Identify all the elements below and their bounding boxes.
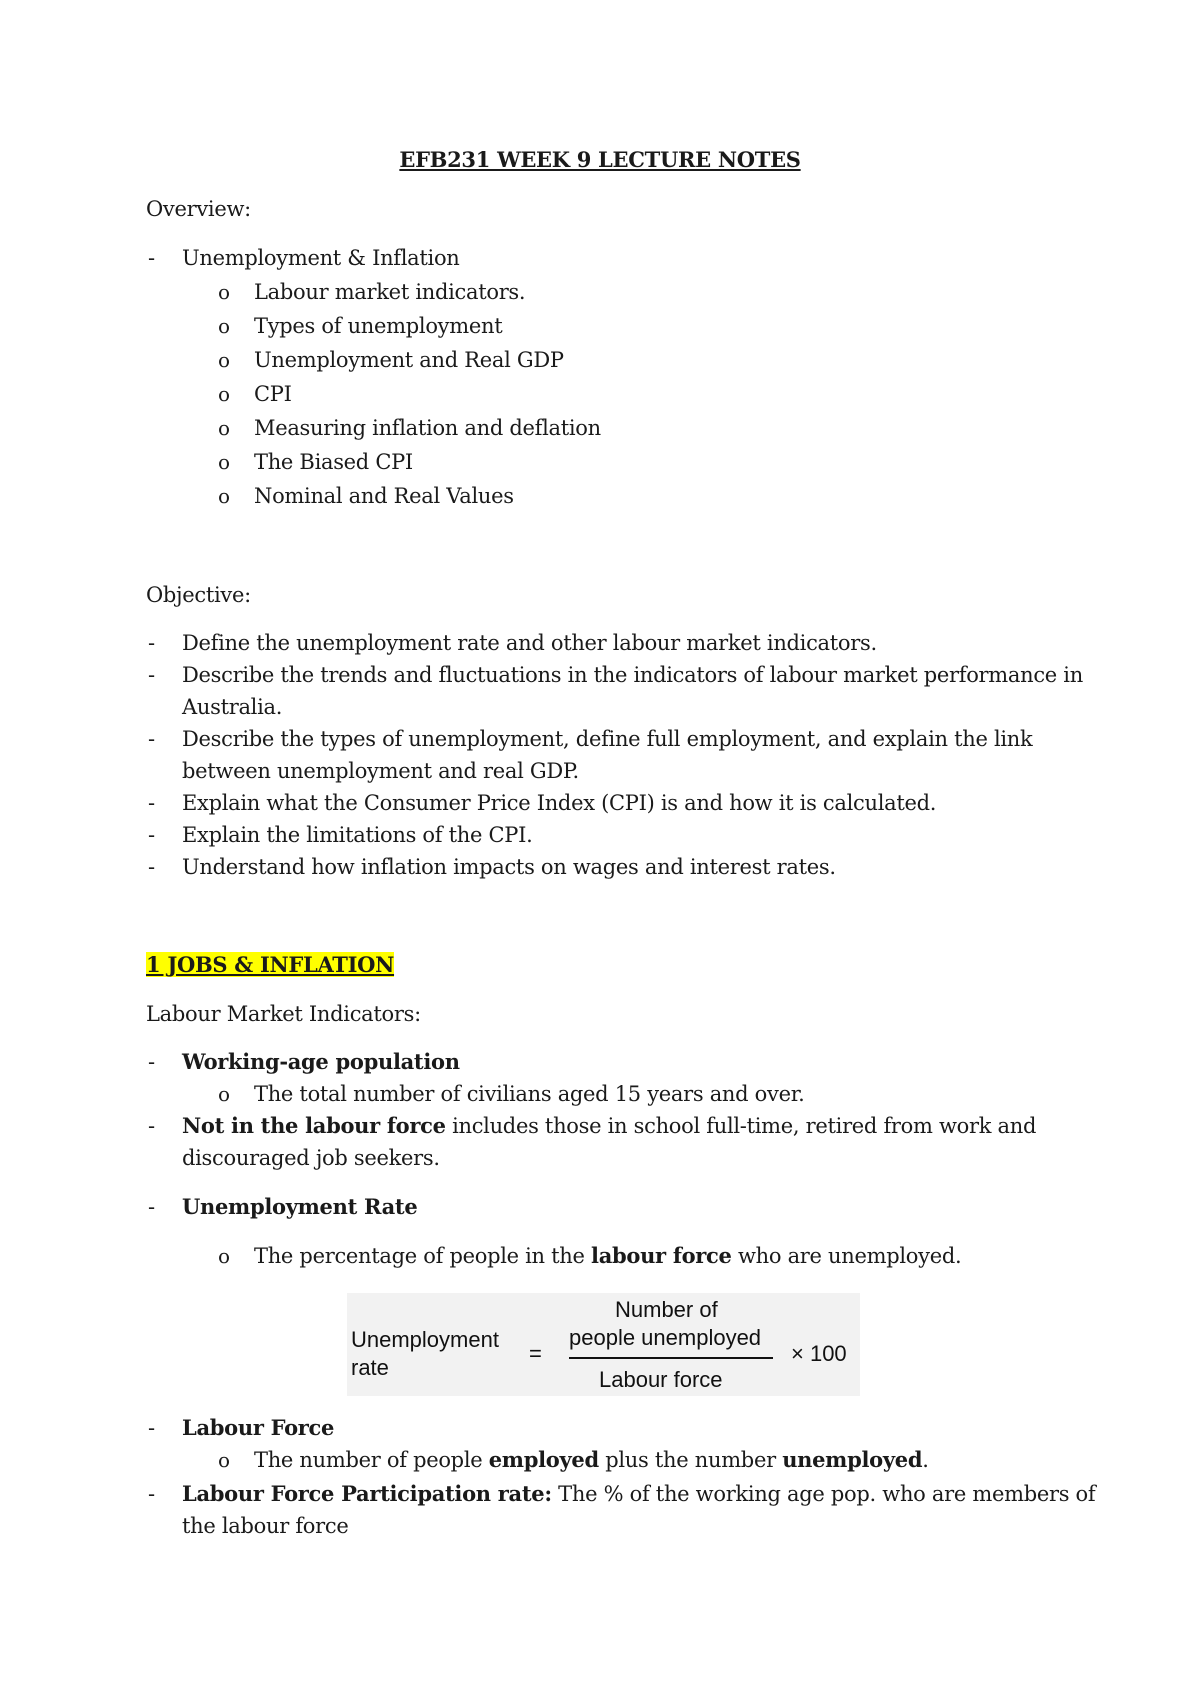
- labour-force-definition: The number of people employed plus the number unemployed.: [254, 1447, 929, 1472]
- objective-item: Describe the types of unemployment, define full employment, and explain the link: [182, 727, 1033, 751]
- circle-bullet: o: [218, 416, 231, 440]
- dash-bullet: -: [148, 631, 156, 655]
- working-age-definition: The total number of civilians aged 15 years and over.: [254, 1082, 805, 1106]
- formula-fraction-bar: [569, 1357, 773, 1359]
- dash-bullet: -: [148, 791, 156, 815]
- dash-bullet: -: [148, 1416, 156, 1440]
- circle-bullet: o: [218, 450, 231, 474]
- overview-subitem: CPI: [254, 382, 292, 406]
- formula-lhs: Unemployment: [351, 1327, 499, 1352]
- overview-subitem: Measuring inflation and deflation: [254, 416, 601, 440]
- dash-bullet: -: [148, 727, 156, 751]
- objective-item: Understand how inflation impacts on wages and interest rates.: [182, 855, 836, 879]
- dash-bullet: -: [148, 823, 156, 847]
- objective-item-continued: Australia.: [182, 695, 283, 719]
- formula-numerator: Number of: [615, 1297, 718, 1322]
- circle-bullet: o: [218, 314, 231, 338]
- overview-subitem: Unemployment and Real GDP: [254, 348, 564, 372]
- unemployment-rate-definition: The percentage of people in the labour force who are unemployed.: [254, 1243, 962, 1268]
- circle-bullet: o: [218, 348, 231, 372]
- circle-bullet: o: [218, 1244, 231, 1268]
- circle-bullet: o: [218, 1082, 231, 1106]
- objective-heading: Objective:: [146, 583, 251, 607]
- overview-subitem: Nominal and Real Values: [254, 484, 514, 508]
- formula-numerator-continued: people unemployed: [569, 1325, 762, 1350]
- formula-equals: =: [529, 1341, 542, 1366]
- circle-bullet: o: [218, 484, 231, 508]
- section-heading: [146, 952, 394, 978]
- dash-bullet: -: [148, 663, 156, 687]
- dash-bullet: -: [148, 1114, 156, 1138]
- dash-bullet: -: [148, 1195, 156, 1219]
- formula-multiplier: × 100: [791, 1341, 847, 1366]
- not-in-labour-force: Not in the labour force includes those in school full-time, retired from work and: [182, 1113, 1037, 1138]
- circle-bullet: o: [218, 280, 231, 304]
- overview-subitem: Types of unemployment: [254, 314, 503, 338]
- objective-item: Explain what the Consumer Price Index (CPI) is and how it is calculated.: [182, 791, 937, 815]
- document-title: EFB231 WEEK 9 LECTURE NOTES: [399, 147, 801, 172]
- term-unemployment-rate: Unemployment Rate: [182, 1194, 418, 1219]
- dash-bullet: -: [148, 1050, 156, 1074]
- unemployment-rate-formula: [347, 1293, 860, 1396]
- dash-bullet: -: [148, 1482, 156, 1506]
- overview-subitem: Labour market indicators.: [254, 280, 526, 304]
- overview-heading: Overview:: [146, 197, 251, 221]
- objective-item: Explain the limitations of the CPI.: [182, 823, 533, 847]
- dash-bullet: -: [148, 855, 156, 879]
- section-subheading: Labour Market Indicators:: [146, 1002, 421, 1026]
- participation-rate-continued: the labour force: [182, 1514, 349, 1538]
- objective-item: Describe the trends and fluctuations in the indicators of labour market performance in: [182, 663, 1083, 687]
- overview-subitem: The Biased CPI: [254, 450, 413, 474]
- formula-denominator: Labour force: [599, 1367, 723, 1392]
- participation-rate: Labour Force Participation rate: The % of the working age pop. who are members of: [182, 1481, 1096, 1506]
- circle-bullet: o: [218, 382, 231, 406]
- objective-item-continued: between unemployment and real GDP.: [182, 759, 579, 783]
- dash-bullet: -: [148, 246, 156, 270]
- objective-item: Define the unemployment rate and other labour market indicators.: [182, 631, 877, 655]
- term-labour-force: Labour Force: [182, 1415, 335, 1440]
- formula-lhs-continued: rate: [351, 1355, 389, 1380]
- section-heading-highlight: 1 JOBS & INFLATION: [146, 952, 395, 977]
- term-working-age: Working-age population: [182, 1049, 460, 1074]
- circle-bullet: o: [218, 1448, 231, 1472]
- overview-item: Unemployment & Inflation: [182, 246, 460, 270]
- not-in-labour-force-continued: discouraged job seekers.: [182, 1146, 440, 1170]
